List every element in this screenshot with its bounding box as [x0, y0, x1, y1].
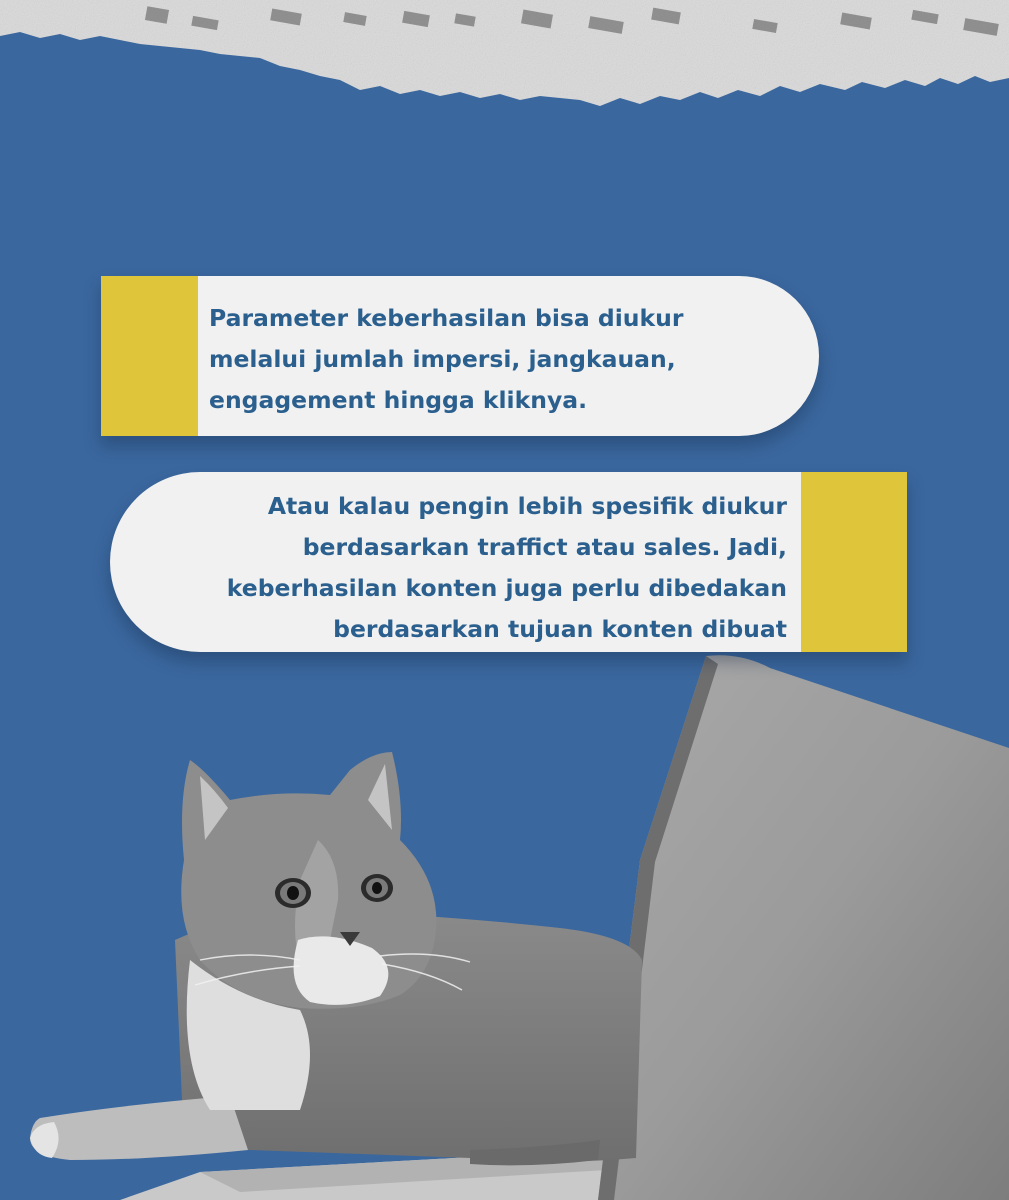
bubble-bottom-text: Atau kalau pengin lebih spesifik diukur berdasarkan traffict atau sales. Jadi, keberhasilan konten juga perlu dibedakan berdasarkan tujuan konten dibuat [226, 492, 787, 643]
speech-bubble-top [101, 276, 819, 436]
laptop-lid [598, 655, 1009, 1200]
speech-bubble-bottom [110, 472, 907, 652]
accent-block-left [101, 276, 198, 436]
accent-block-right [801, 472, 907, 652]
cat [30, 752, 642, 1165]
bubble-top-text: Parameter keberhasilan bisa diukur melalui jumlah impersi, jangkauan, engagement hingga kliknya. [209, 304, 684, 414]
